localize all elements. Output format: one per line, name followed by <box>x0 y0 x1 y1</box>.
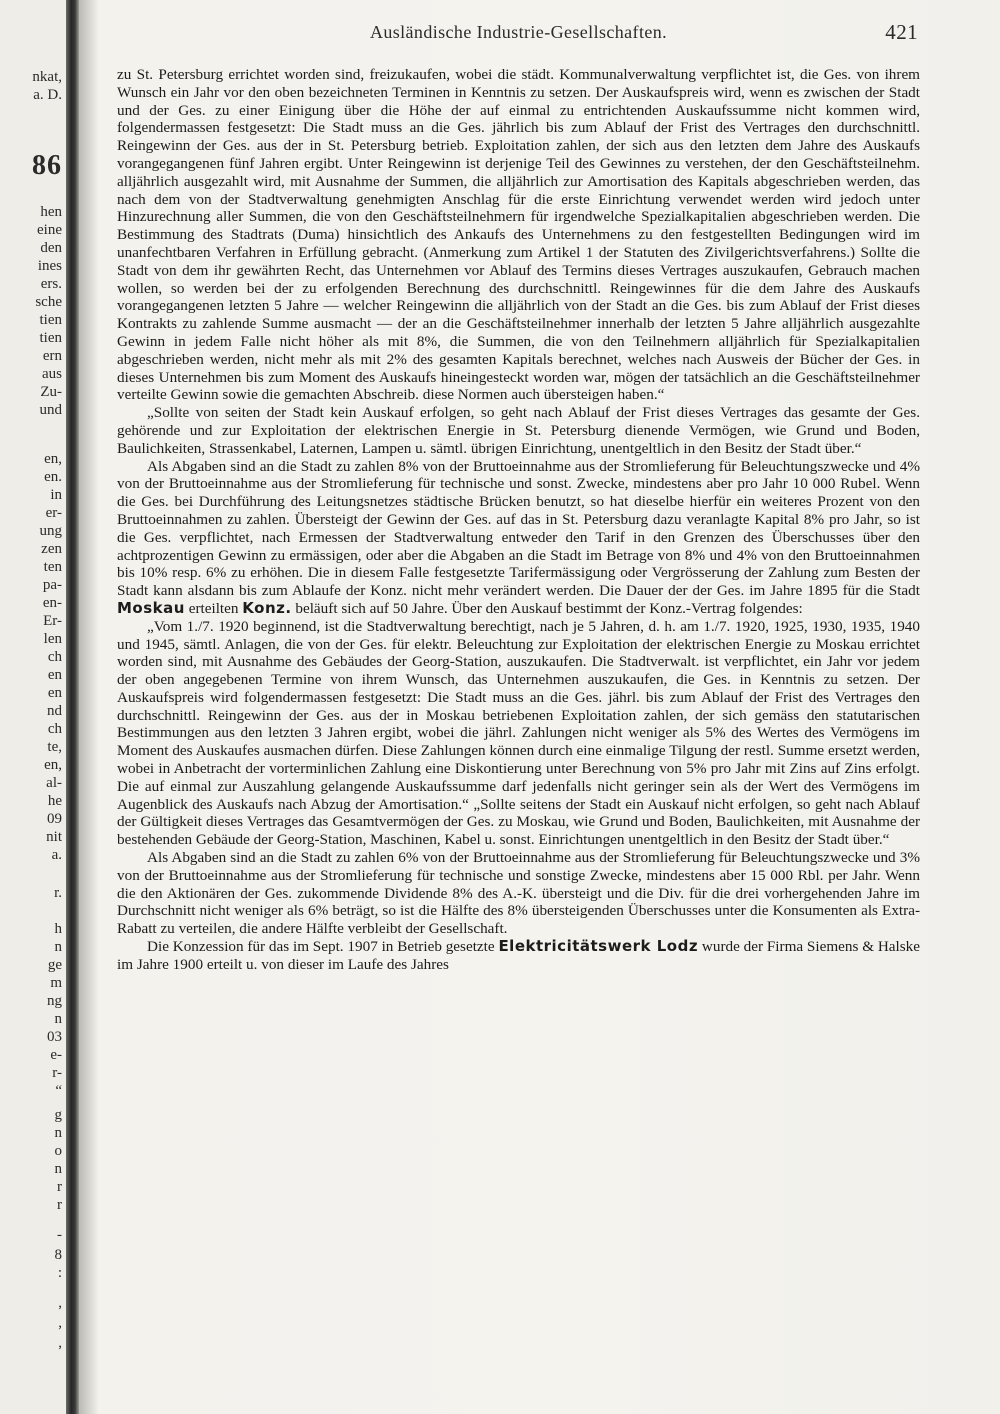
left-page-line-fragment: er- <box>45 505 62 521</box>
left-page-line-fragment: ch <box>47 721 62 737</box>
left-page-line-fragment: o <box>54 1143 62 1159</box>
bold-city-moskau: Moskau <box>117 598 185 617</box>
left-page-line-fragment: ge <box>47 957 62 973</box>
gutter-shadow <box>79 0 99 1414</box>
paragraph-petersburg-verfall: „Sollte von seiten der Stadt kein Auskauf erfolgen, so geht nach Ablauf der Frist dieses Vertrages das gesamte der Ges. gehörende und zur Exploitation der elektrischen Energie in St. Petersburg dienende Vermögen, wie Grund und Boden, Baulichkeiten, Strassenkabel, Laternen, Lampen u. sämtl. übrigen Einrichtung, unentgeltlich in den Besitz der Stadt über.“ <box>117 404 920 457</box>
left-page-line-fragment: - <box>57 1227 62 1243</box>
body-text <box>117 66 920 974</box>
left-page-line-fragment: “ <box>55 1083 62 1099</box>
left-page-line-fragment: m <box>50 975 62 991</box>
paragraph-moskau-abgaben: Als Abgaben sind an die Stadt zu zahlen 6% von der Bruttoeinnahme aus der Stromlieferung für Beleuchtungszwecke und 3% von der Bruttoeinnahme aus der Stromlieferung für technische und sonstige Zwecke, mindestens aber 15 000 Rbl. per Jahr. Wenn die den Aktionären der Ges. zukommende Dividende 8% des A.-K. übersteigt und die Div. für die drei vorhergehenden Jahre im Durchschnitt nicht weniger als 6% beträgt, so ist die Hälfte des 8% übersteigenden Überschusses unter die Konsumenten als Extra-Rabatt zu verteilen, die andere Hälfte verbleibt der Gesellschaft. <box>117 849 920 938</box>
left-page-line-fragment: al- <box>46 775 62 791</box>
left-page-line-fragment: eine <box>37 222 62 238</box>
left-page-line-fragment: nit <box>46 829 62 845</box>
left-page-line-fragment: en <box>47 667 62 683</box>
left-page-line-fragment: nd <box>47 703 62 719</box>
left-page-line-fragment: und <box>39 402 62 418</box>
left-page-line-fragment: g <box>54 1107 62 1123</box>
left-page-line-fragment: ern <box>42 348 62 364</box>
left-page-line-fragment: a. <box>51 847 62 863</box>
main-page <box>117 18 920 1398</box>
paragraph-text: Die Konzession für das im Sept. 1907 in Betrieb gesetzte <box>147 938 495 956</box>
left-page-line-fragment: ers. <box>40 276 62 292</box>
left-page-line-fragment: he <box>47 793 62 809</box>
left-page-line-fragment: te, <box>47 739 62 755</box>
left-page-line-fragment: sche <box>35 294 62 310</box>
paragraph-lodz <box>117 938 920 974</box>
left-page-line-fragment: nkat, <box>32 69 62 85</box>
left-page-line-fragment: , <box>58 1335 62 1351</box>
left-page-line-fragment: Er- <box>43 613 62 629</box>
left-page-line-fragment: 86 <box>32 150 62 181</box>
left-page-line-fragment: in <box>50 487 62 503</box>
left-page-line-fragment: n <box>54 1125 62 1141</box>
left-page-line-fragment: len <box>43 631 62 647</box>
paragraph-petersburg-abgaben <box>117 458 920 618</box>
left-page-line-fragment: ines <box>37 258 62 274</box>
left-page-line-fragment: pa- <box>42 577 62 593</box>
left-page-line-fragment: en <box>47 685 62 701</box>
left-page-line-fragment: Zu- <box>40 384 62 400</box>
paragraph-text: beläuft sich auf 50 Jahre. Über den Auskauf bestimmt der Konz.-Vertrag folgendes: <box>295 599 803 617</box>
book-gutter <box>66 0 79 1414</box>
left-page-line-fragment: n <box>54 1011 62 1027</box>
paragraph-text: wurde der Firma Siemens & Halske im Jahre 1900 erteilt u. von dieser im Laufe des Jahres <box>117 938 920 973</box>
bold-elektricitaetswerk-lodz: Elektricitätswerk Lodz <box>498 937 699 956</box>
left-page-line-fragment: r- <box>52 1065 62 1081</box>
paragraph-text: Als Abgaben sind an die Stadt zu zahlen 8% von der Bruttoeinnahme aus der Stromlieferung für Beleuchtungszwecke und 4% von der Bruttoeinnahme aus der Stromlieferung für technische und sonst. Zwecke, mindestens aber pro Jahr 10 000 Rubel. Wenn die Ges. bei Durchführung des Leitungsnetzes städtische Brücken benutzt, so hat dieselbe hierfür ein weiteres Prozent von den Bruttoeinnahmen zu zahlen. Übersteigt der Gewinn der Ges. auf das in St. Petersburg dazu veranlagte Kapital 8% pro Jahr, so ist die Ges. verpflichtet, nach Ermessen der Stadtverwaltung entweder den Tarif in den Grenzen des Überschusses über den achtprozentigen Gewinn zu ermässigen, oder aber die Abgaben an die Stadt im Betrage von 8% und 4% von den Bruttoeinnahmen bis 10% resp. 6% zu erhöhen. Die in diesem Falle festgesetzte Tarifermässigung oder Vergrösserung der Zahlung zum Besten der Stadt kann alsdann bis zum Ablaufe der Konz. nicht mehr verändert werden. Die Dauer der der Ges. im Jahre 1895 für die Stadt <box>117 457 920 600</box>
left-page-line-fragment: en- <box>42 595 62 611</box>
left-page-line-fragment: r <box>57 1179 62 1195</box>
left-page-line-fragment: den <box>40 240 62 256</box>
left-page-line-fragment: 8 <box>54 1247 62 1263</box>
left-page-strip <box>0 0 66 1414</box>
left-page-line-fragment: zen <box>41 541 62 557</box>
left-page-line-fragment: , <box>58 1315 62 1331</box>
left-page-line-fragment: en, <box>44 757 62 773</box>
left-page-line-fragment: tien <box>39 330 62 346</box>
left-page-line-fragment: r. <box>54 885 62 901</box>
left-page-line-fragment: , <box>58 1295 62 1311</box>
left-page-line-fragment: ten <box>43 559 62 575</box>
paragraph-text: erteilten <box>188 599 239 617</box>
left-page-line-fragment: ch <box>47 649 62 665</box>
left-page-line-fragment: h <box>54 921 62 937</box>
left-page-line-fragment: n <box>54 939 62 955</box>
bold-konzession: Konz. <box>242 598 292 617</box>
left-page-line-fragment: 09 <box>47 811 62 827</box>
left-page-line-fragment: 03 <box>47 1029 62 1045</box>
left-page-line-fragment: e- <box>50 1047 62 1063</box>
left-page-line-fragment: hen <box>40 204 62 220</box>
left-page-line-fragment: en, <box>44 451 62 467</box>
page-header-title: Ausländische Industrie-Gesellschaften. <box>369 22 668 42</box>
left-page-line-fragment: aus <box>42 366 62 382</box>
paragraph-moskau-vertrag: „Vom 1./7. 1920 beginnend, ist die Stadtverwaltung berechtigt, nach je 5 Jahren, d. h. am 1./7. 1920, 1925, 1930, 1935, 1940 und 1945, sämtl. Anlagen, die von der Ges. für elektr. Beleuchtung zur Exploitation der elektrischen Energie zu Moskau errichtet worden sind, mit Ausnahme des Gebäudes der Georg-Station, auszukaufen. Die Stadtverwalt. ist verpflichtet, ein Jahr vor jedem der oben angegebenen Termine von ihrem Wunsch, das Unternehmen auszukaufen, die Ges. in Kenntnis zu setzen. Der Auskaufspreis wird folgendermassen festgesetzt: Die Stadt muss an die Ges. jährl. bis zum Ablauf der Frist des Vertrages den durchschnittl. Reingewinn der Ges. aus der in Moskau betriebenen Exploitation zahlen, der sich gemäss den statutarischen Bestimmungen aus den letzten 3 Jahren ergibt, wobei die jährl. Zahlungen nicht weniger als 5% des Wertes des Vermögens im Moment des Auskaufes ausmachen dürfen. Diese Zahlungen können durch eine einmalige Tilgung der restl. Summe ersetzt werden, wobei in Anbetracht der vorterminlichen Zahlung eine Diskontierung unter Berechnung von 5% pro Jahr mit Zins auf Zins erfolgt. Die auf einmal zur Auszahlung gelangende Auskaufssumme darf jedenfalls nicht geringer sein als der Wert des Vermögens im Augenblick des Auskaufs nach Abzug der Amortisation.“ „Sollte seitens der Stadt ein Auskauf nicht erfolgen, so geht nach Ablauf der Gültigkeit dieses Vertrages das Gesamtvermögen der Ges. zu Moskau, wie Grund und Boden, Baulichkeiten, mit Ausnahme der bestehenden Gebäude der Georg-Station, Maschinen, Kabel u. sonst. Einrichtungen unentgeltlich in den Besitz der Stadt über.“ <box>117 617 920 849</box>
left-page-line-fragment: en. <box>44 469 62 485</box>
running-header <box>117 18 920 58</box>
left-page-line-fragment: : <box>57 1265 62 1281</box>
page-number: 421 <box>885 20 918 44</box>
paragraph-petersburg-auskauf: zu St. Petersburg errichtet worden sind, freizukaufen, wobei die städt. Kommunalverwaltung verpflichtet ist, die Ges. von ihrem Wunsch ein Jahr vor den oben bezeichneten Terminen in Kenntnis zu setzen. Der Auskaufspreis wird, wenn es zwischen der Stadt und der Ges. zu einer Einigung über die Höhe der auf einmal zu entrichtenden Auskaufssumme nicht kommen wird, folgendermassen festgesetzt: Die Stadt muss an die Ges. jährlich bis zum Ablauf der Frist des Vertrages den durchschnittl. Reingewinn der Ges. aus der in St. Petersburg betrieb. Exploitation zahlen, der sich aus den letzten dem Jahre des Auskaufs vorangegangenen fünf Jahren ergibt. Unter Reingewinn ist derjenige Teil des Gewinnes zu verstehen, der den Geschäftsteilnehm. alljährlich ausgezahlt wird, mit Ausnahme der Summen, die alljährlich zur Amortisation des Kapitals abgeschrieben werden, das nach dem von der Stadtverwaltung genehmigten Anschlag für die erste Einrichtung verwendet werden wird jedoch unter Hinzurechnung aller Summen, die von den Geschäftsteilnehmern für irgendwelche Spezialkapitalien abgeschrieben werden. Die Bestimmung des Stadtrats (Duma) hinsichtlich des Ankaufs des Unternehmens zu den festgestellten Bedingungen wird im unanfechtbaren Verfahren in Erfüllung gebracht. (Anmerkung zum Artikel 1 der Statuten des Zivilgerichtsverfahrens.) Sollte die Stadt von dem ihr gewährten Recht, das Unternehmen vor Ablauf des Termins dieses Vertrages auszukaufen, Gebrauch machen wollen, so werden bei der zu erfolgenden Berechnung des durchschnittl. Reingewinnes für die dem Jahre des Auskaufs vorangegangenen letzten 5 Jahre — welcher Reingewinn die alljährlich von der Stadt an die Ges. bis zum Ablauf der Frist dieses Kontrakts zu zahlende Summe ausmacht — der an die Geschäftsteilnehmer innerhalb der letzten 5 Jahre alljährlich ausgezahlte Gewinn in jedem Falle nicht höher als mit 8%, die Summen, die von den Teilnehmern alljährlich für Spezialkapitalien abgeschrieben werden, nicht mehr als mit 2% des gesamten Kapitals berechnet, welches nach Ausweis der Bücher der Ges. in dieses Unternehmen bis zum Moment des Auskaufs hineingesteckt worden war, mögen der tatsächlich an die Geschäftsteilnehmer verteilte Gewinn sowie die gemachten Abschreib. diese Normen auch übersteigen haben.“ <box>117 66 920 404</box>
left-page-line-fragment: tien <box>39 312 62 328</box>
left-page-line-fragment: ng <box>47 993 62 1009</box>
left-page-line-fragment: r <box>57 1197 62 1213</box>
left-page-line-fragment: a. D. <box>33 87 62 103</box>
left-page-line-fragment: ung <box>39 523 62 539</box>
left-page-line-fragment: n <box>54 1161 62 1177</box>
